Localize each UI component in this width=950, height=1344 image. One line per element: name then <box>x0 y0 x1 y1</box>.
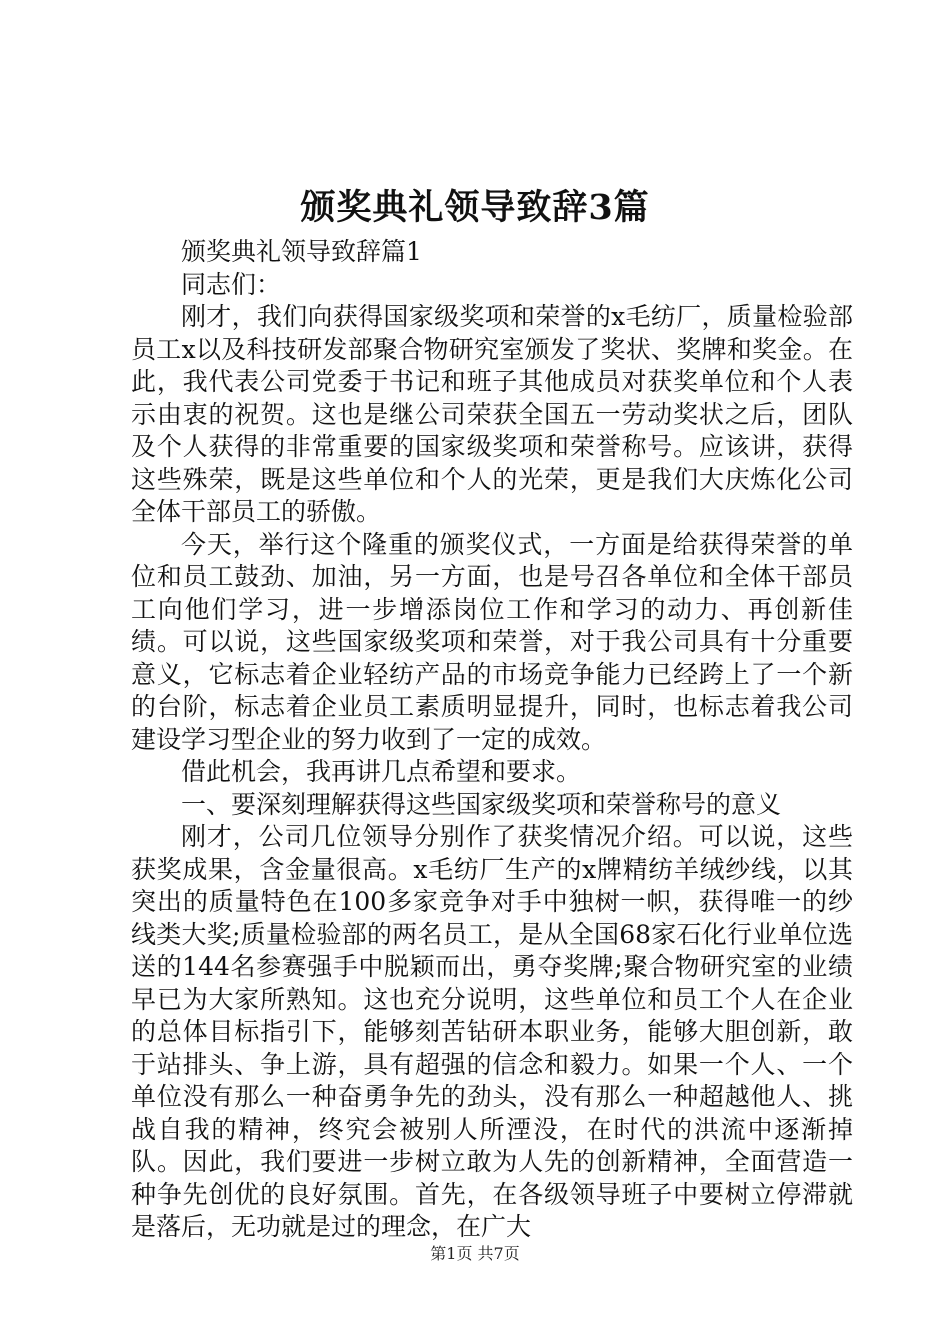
document-body <box>131 236 853 1244</box>
body-paragraph: 今天，举行这个隆重的颁奖仪式，一方面是给获得荣誉的单位和员工鼓劲、加油，另一方面，也是号召各单位和全体干部员工向他们学习，进一步增添岗位工作和学习的动力、再创新佳绩。可以说，这些国家级奖项和荣誉，对于我公司具有十分重要意义，它标志着企业轻纺产品的市场竞争能力已经跨上了一个新的台阶，标志着企业员工素质明显提升，同时，也标志着我公司建设学习型企业的努力收到了一定的成效。 <box>131 529 853 754</box>
page-number-footer: 第1页 共7页 <box>430 1244 520 1263</box>
subsection-heading: 一、要深刻理解获得这些国家级奖项和荣誉称号的意义 <box>181 789 782 819</box>
salutation: 同志们： <box>181 269 282 299</box>
body-paragraph: 刚才，公司几位领导分别作了获奖情况介绍。可以说，这些获奖成果，含金量很高。x毛纺厂生产的x牌精纺羊绒纱线，以其突出的质量特色在100多家竞争对手中独树一帜，获得唯一的纱线类大奖;质量检验部的两名员工，是从全国68家石化行业单位选送的144名参赛强手中脱颖而出，勇夺奖牌;聚合物研究室的业绩早已为大家所熟知。这也充分说明，这些单位和员工个人在企业的总体目标指引下，能够刻苦钻研本职业务，能够大胆创新，敢于站排头、争上游，具有超强的信念和毅力。如果一个人、一个单位没有那么一种奋勇争先的劲头，没有那么一种超越他人、挑战自我的精神，终究会被别人所湮没，在时代的洪流中逐渐掉队。因此，我们要进一步树立敢为人先的创新精神，全面营造一种争先创优的良好氛围。首先，在各级领导班子中要树立停滞就是落后，无功就是过的理念，在广大 <box>131 822 853 1241</box>
section-heading: 颁奖典礼领导致辞篇1 <box>181 237 422 266</box>
body-paragraph: 刚才，我们向获得国家级奖项和荣誉的x毛纺厂，质量检验部员工x以及科技研发部聚合物研究室颁发了奖状、奖牌和奖金。在此，我代表公司党委于书记和班子其他成员对获奖单位和个人表示由衷的祝贺。这也是继公司荣获全国五一劳动奖状之后，团队及个人获得的非常重要的国家级奖项和荣誉称号。应该讲，获得这些殊荣，既是这些单位和个人的光荣，更是我们大庆炼化公司全体干部员工的骄傲。 <box>131 302 853 526</box>
document-title: 颁奖典礼领导致辞3篇 <box>300 187 650 228</box>
body-paragraph: 借此机会，我再讲几点希望和要求。 <box>181 757 582 786</box>
